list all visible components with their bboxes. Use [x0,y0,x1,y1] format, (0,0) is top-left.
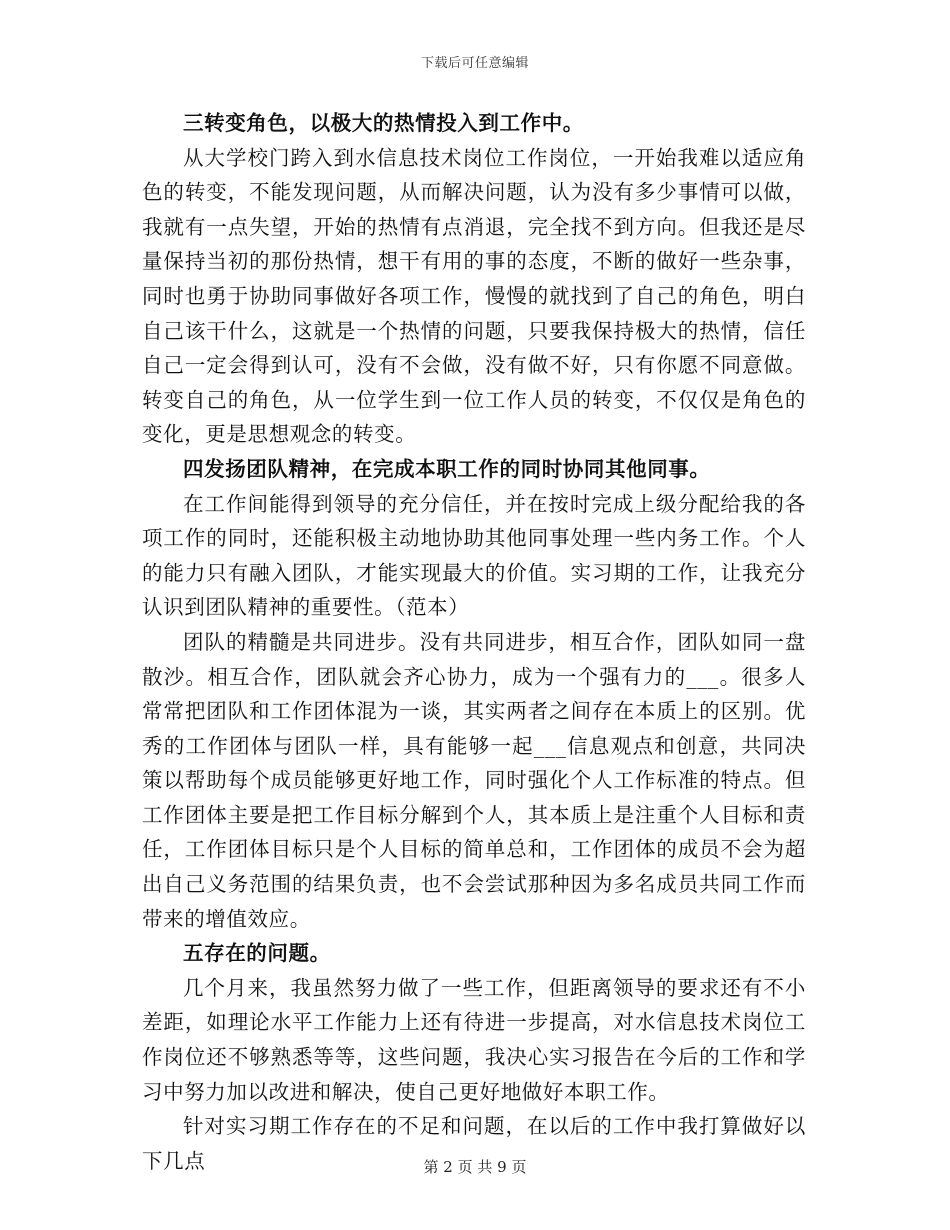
page-number: 第 2 页 共 9 页 [423,1158,527,1176]
section-heading-3: 三转变角色，以极大的热情投入到工作中。 [183,111,584,135]
body-paragraph: 从大学校门跨入到水信息技术岗位工作岗位，一开始我难以适应角色的转变，不能发现问题，从而解决问题，认为没有多少事情可以做，我就有一点失望，开始的热情有点消退，完全找不到方向。但我还是尽量保持当初的那份热情，想干有用的事的态度，不断的做好一些杂事，同时也勇于协助同事做好各项工作，慢慢的就找到了自己的角色，明白自己该干什么，这就是一个热情的问题，只要我保持极大的热情，信任自己一定会得到认可，没有不会做，没有做不好，只有你愿不同意做。转变自己的角色，从一位学生到一位工作人员的转变，不仅仅是角色的变化，更是思想观念的转变。 [142,145,806,447]
section-heading-5: 五存在的问题。 [183,941,331,966]
body-paragraph: 几个月来，我虽然努力做了一些工作，但距离领导的要求还有不小差距，如理论水平工作能力上还有待进一步提高，对水信息技术岗位工作岗位还不够熟悉等等，这些问题，我决心实习报告在今后的工作和学习中努力加以改进和解决，使自己更好地做好本职工作。 [142,975,806,1104]
body-paragraph: 在工作间能得到领导的充分信任，并在按时完成上级分配给我的各项工作的同时，还能积极主动地协助其他同事处理一些内务工作。个人的能力只有融入团队，才能实现最大的价值。实习期的工作，让我充分认识到团队精神的重要性。（范本） [142,491,806,620]
header-note: 下载后可任意编辑 [420,56,529,71]
body-paragraph: 针对实习期工作存在的不足和问题，在以后的工作中我打算做好以下几点 [142,1114,806,1173]
document-body [142,106,806,1178]
section-heading-4: 四发扬团队精神，在完成本职工作的同时协同其他同事。 [183,456,711,481]
body-paragraph: 团队的精髓是共同进步。没有共同进步，相互合作，团队如同一盘散沙。相互合作，团队就会齐心协力，成为一个强有力的___。很多人常常把团队和工作团体混为一谈，其实两者之间存在本质上的区别。优秀的工作团体与团队一样，具有能够一起___信息观点和创意，共同决策以帮助每个成员能够更好地工作，同时强化个人工作标准的特点。但工作团体主要是把工作目标分解到个人，其本质上是注重个人目标和责任，工作团体目标只是个人目标的简单总和，工作团体的成员不会为超出自己义务范围的结果负责，也不会尝试那种因为多名成员共同工作而带来的增值效应。 [142,629,806,931]
